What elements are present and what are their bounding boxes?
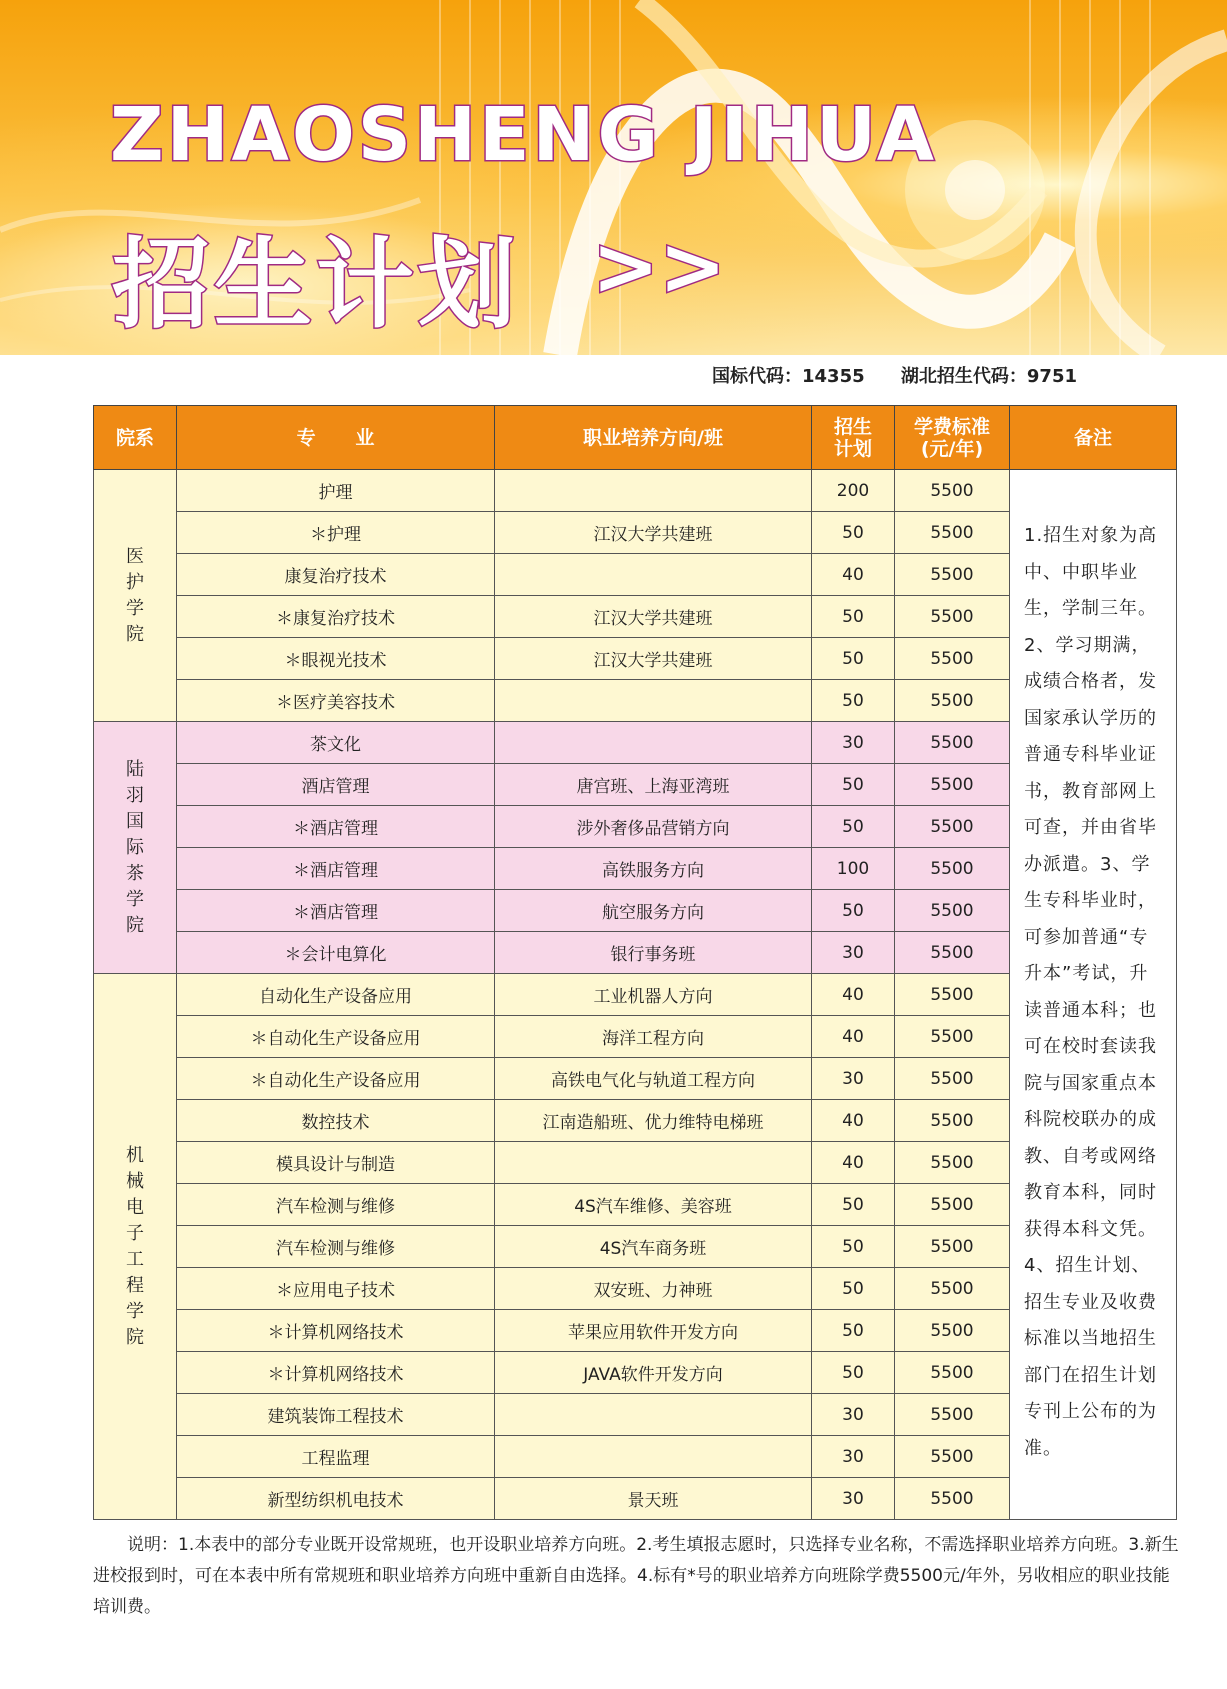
- plan-cell: 50: [812, 1268, 895, 1310]
- direction-cell: [495, 1436, 812, 1478]
- major-cell: ＊自动化生产设备应用: [177, 1016, 495, 1058]
- direction-cell: JAVA软件开发方向: [495, 1352, 812, 1394]
- title-arrow: >>: [592, 220, 727, 313]
- major-cell: ＊酒店管理: [177, 848, 495, 890]
- enrollment-plan-table: [93, 405, 1177, 1520]
- plan-cell: 100: [812, 848, 895, 890]
- direction-cell: [495, 722, 812, 764]
- fee-cell: 5500: [895, 806, 1010, 848]
- header-remarks: 备注: [1010, 406, 1177, 470]
- direction-cell: 银行事务班: [495, 932, 812, 974]
- major-cell: ＊应用电子技术: [177, 1268, 495, 1310]
- fee-cell: 5500: [895, 1058, 1010, 1100]
- table-header-row: [94, 406, 1177, 470]
- direction-cell: 高铁电气化与轨道工程方向: [495, 1058, 812, 1100]
- direction-cell: 4S汽车维修、美容班: [495, 1184, 812, 1226]
- plan-cell: 30: [812, 722, 895, 764]
- fee-cell: 5500: [895, 848, 1010, 890]
- direction-cell: 海洋工程方向: [495, 1016, 812, 1058]
- fee-cell: 5500: [895, 1268, 1010, 1310]
- major-cell: ＊计算机网络技术: [177, 1352, 495, 1394]
- plan-cell: 50: [812, 806, 895, 848]
- header-plan: 招生 计划: [812, 406, 895, 470]
- plan-cell: 50: [812, 890, 895, 932]
- plan-cell: 50: [812, 638, 895, 680]
- major-cell: 汽车检测与维修: [177, 1184, 495, 1226]
- major-cell: 汽车检测与维修: [177, 1226, 495, 1268]
- direction-cell: 唐宫班、上海亚湾班: [495, 764, 812, 806]
- plan-cell: 50: [812, 512, 895, 554]
- major-cell: 酒店管理: [177, 764, 495, 806]
- major-cell: 茶文化: [177, 722, 495, 764]
- fee-cell: 5500: [895, 512, 1010, 554]
- plan-cell: 40: [812, 554, 895, 596]
- plan-cell: 50: [812, 680, 895, 722]
- plan-cell: 50: [812, 1310, 895, 1352]
- header-major: 专 业: [177, 406, 495, 470]
- fee-cell: 5500: [895, 1142, 1010, 1184]
- major-cell: 自动化生产设备应用: [177, 974, 495, 1016]
- major-cell: ＊康复治疗技术: [177, 596, 495, 638]
- major-cell: 建筑装饰工程技术: [177, 1394, 495, 1436]
- major-cell: 数控技术: [177, 1100, 495, 1142]
- plan-cell: 50: [812, 1352, 895, 1394]
- direction-cell: 工业机器人方向: [495, 974, 812, 1016]
- direction-cell: 涉外奢侈品营销方向: [495, 806, 812, 848]
- fee-cell: 5500: [895, 890, 1010, 932]
- fee-cell: 5500: [895, 1436, 1010, 1478]
- direction-cell: 苹果应用软件开发方向: [495, 1310, 812, 1352]
- fee-cell: 5500: [895, 596, 1010, 638]
- plan-cell: 50: [812, 596, 895, 638]
- direction-cell: 景天班: [495, 1478, 812, 1520]
- fee-cell: 5500: [895, 722, 1010, 764]
- dept-cell: 机 械 电 子 工 程 学 院: [94, 974, 177, 1520]
- major-cell: ＊眼视光技术: [177, 638, 495, 680]
- header-fee: 学费标准 (元/年): [895, 406, 1010, 470]
- fee-cell: 5500: [895, 680, 1010, 722]
- direction-cell: [495, 1394, 812, 1436]
- plan-cell: 30: [812, 1394, 895, 1436]
- major-cell: ＊计算机网络技术: [177, 1310, 495, 1352]
- major-cell: 康复治疗技术: [177, 554, 495, 596]
- major-cell: ＊医疗美容技术: [177, 680, 495, 722]
- major-cell: ＊护理: [177, 512, 495, 554]
- plan-cell: 40: [812, 1016, 895, 1058]
- direction-cell: [495, 1142, 812, 1184]
- plan-cell: 40: [812, 1100, 895, 1142]
- major-cell: ＊会计电算化: [177, 932, 495, 974]
- fee-cell: 5500: [895, 1226, 1010, 1268]
- plan-cell: 30: [812, 1478, 895, 1520]
- fee-cell: 5500: [895, 470, 1010, 512]
- plan-cell: 50: [812, 1226, 895, 1268]
- direction-cell: 4S汽车商务班: [495, 1226, 812, 1268]
- direction-cell: 江南造船班、优力维特电梯班: [495, 1100, 812, 1142]
- fee-cell: 5500: [895, 554, 1010, 596]
- header-direction: 职业培养方向/班: [495, 406, 812, 470]
- national-code: 国标代码：14355: [712, 366, 865, 387]
- direction-cell: 江汉大学共建班: [495, 638, 812, 680]
- table-body: [94, 470, 1177, 1520]
- remarks-cell: 1.招生对象为高中、中职毕业生，学制三年。2、学习期满，成绩合格者，发国家承认学历的普通专科毕业证书，教育部网上可查，并由省毕办派遣。3、学生专科毕业时，可参加普通“专升本”考试，升读普通本科；也可在校时套读我院与国家重点本科院校联办的成教、自考或网络教育本科，同时获得本科文凭。4、招生计划、招生专业及收费标准以当地招生部门在招生计划专刊上公布的为准。: [1010, 470, 1177, 1520]
- direction-cell: 双安班、力神班: [495, 1268, 812, 1310]
- plan-cell: 40: [812, 1142, 895, 1184]
- major-cell: 工程监理: [177, 1436, 495, 1478]
- fee-cell: 5500: [895, 1352, 1010, 1394]
- plan-cell: 50: [812, 764, 895, 806]
- major-cell: 新型纺织机电技术: [177, 1478, 495, 1520]
- major-cell: ＊酒店管理: [177, 890, 495, 932]
- direction-cell: 高铁服务方向: [495, 848, 812, 890]
- dept-cell: 陆 羽 国 际 茶 学 院: [94, 722, 177, 974]
- major-cell: 护理: [177, 470, 495, 512]
- hubei-code: 湖北招生代码：9751: [900, 366, 1078, 387]
- major-cell: ＊酒店管理: [177, 806, 495, 848]
- fee-cell: 5500: [895, 1394, 1010, 1436]
- header-dept: 院系: [94, 406, 177, 470]
- title-chinese: 招生计划: [112, 228, 521, 342]
- plan-cell: 30: [812, 1436, 895, 1478]
- major-cell: 模具设计与制造: [177, 1142, 495, 1184]
- fee-cell: 5500: [895, 764, 1010, 806]
- school-codes: [712, 362, 1107, 388]
- direction-cell: 江汉大学共建班: [495, 512, 812, 554]
- major-cell: ＊自动化生产设备应用: [177, 1058, 495, 1100]
- plan-cell: 200: [812, 470, 895, 512]
- plan-cell: 30: [812, 1058, 895, 1100]
- direction-cell: 江汉大学共建班: [495, 596, 812, 638]
- table-row: [94, 470, 1177, 512]
- fee-cell: 5500: [895, 1100, 1010, 1142]
- plan-cell: 40: [812, 974, 895, 1016]
- direction-cell: [495, 470, 812, 512]
- dept-cell: 医 护 学 院: [94, 470, 177, 722]
- fee-cell: 5500: [895, 1478, 1010, 1520]
- direction-cell: 航空服务方向: [495, 890, 812, 932]
- title-english: ZHAOSHENG JIHUA: [110, 92, 938, 178]
- fee-cell: 5500: [895, 974, 1010, 1016]
- plan-cell: 50: [812, 1184, 895, 1226]
- fee-cell: 5500: [895, 1184, 1010, 1226]
- direction-cell: [495, 680, 812, 722]
- direction-cell: [495, 554, 812, 596]
- fee-cell: 5500: [895, 932, 1010, 974]
- fee-cell: 5500: [895, 1016, 1010, 1058]
- fee-cell: 5500: [895, 638, 1010, 680]
- header-banner: [0, 0, 1227, 355]
- plan-cell: 30: [812, 932, 895, 974]
- fee-cell: 5500: [895, 1310, 1010, 1352]
- footer-note: 说明：1.本表中的部分专业既开设常规班，也开设职业培养方向班。2.考生填报志愿时，只选择专业名称，不需选择职业培养方向班。3.新生进校报到时，可在本表中所有常规班和职业培养方向班中重新自由选择。4.标有*号的职业培养方向班除学费5500元/年外，另收相应的职业技能培训费。: [93, 1535, 1179, 1617]
